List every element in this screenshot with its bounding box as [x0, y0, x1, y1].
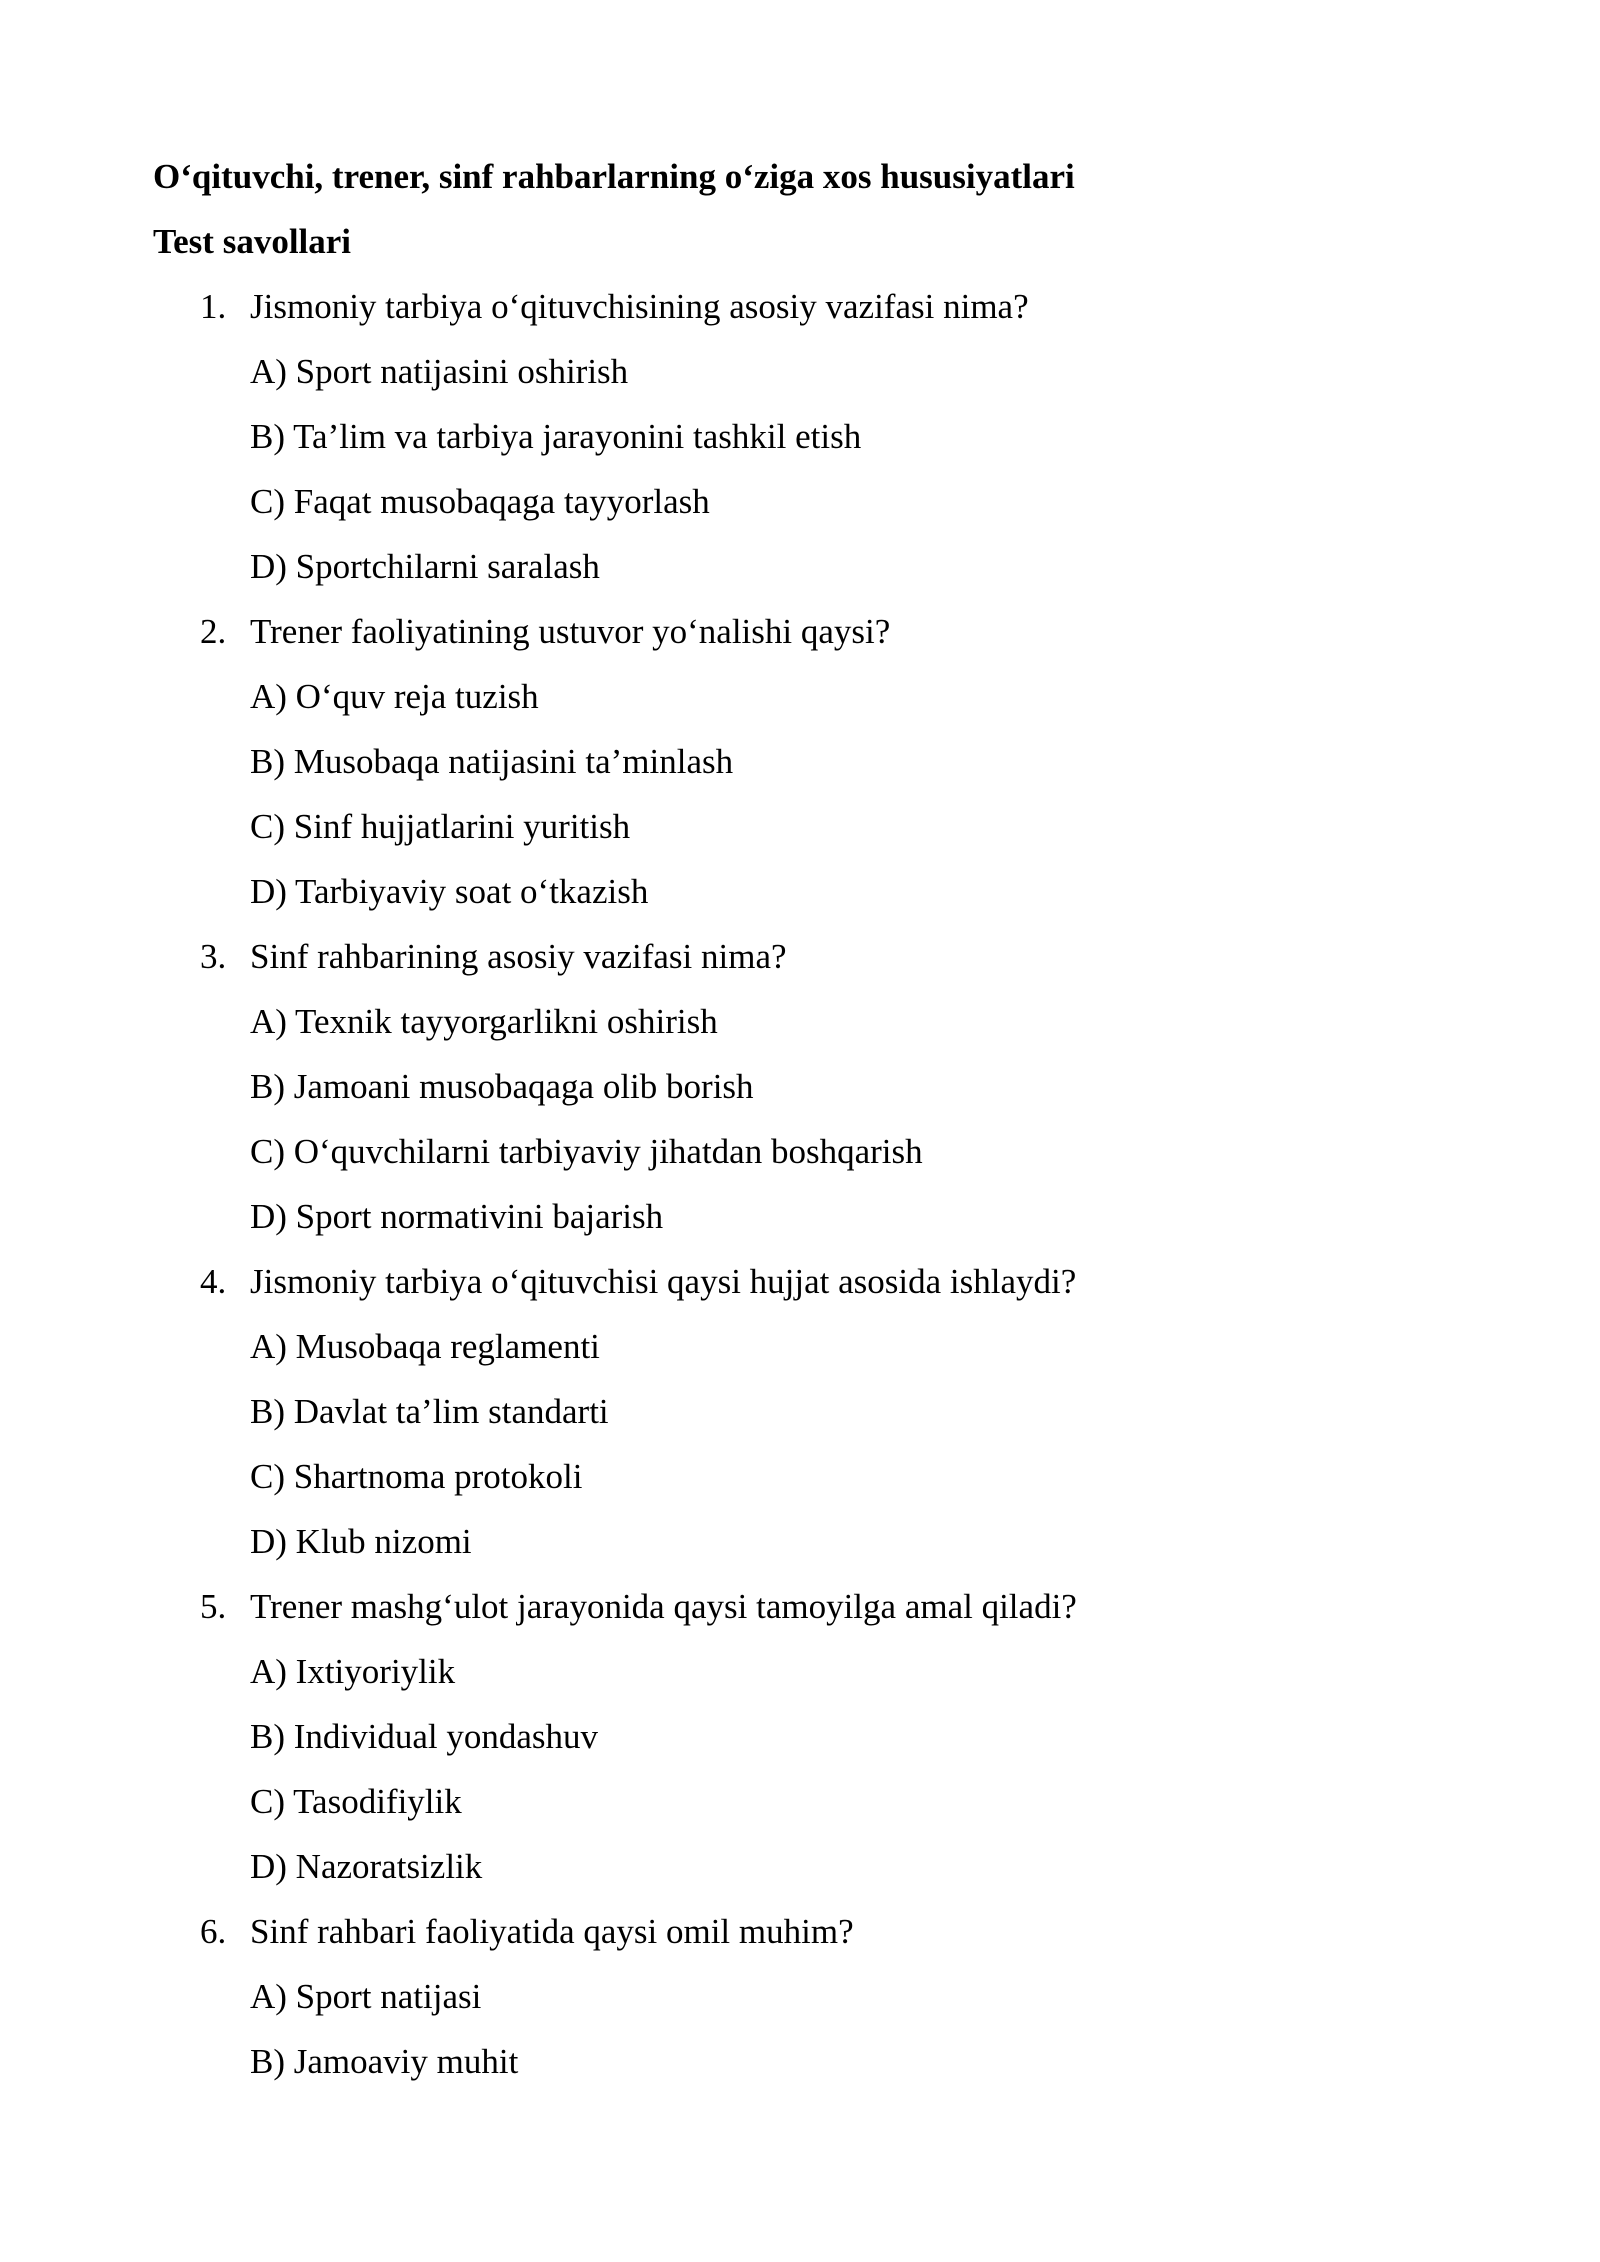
- answer-option-a: [0, 1977, 1600, 2042]
- question-number: 1.: [200, 287, 227, 326]
- question-row: [0, 1262, 1600, 1327]
- question-4: [0, 1262, 1600, 1587]
- answer-option-b: [0, 417, 1600, 482]
- answer-option-d: [0, 872, 1600, 937]
- answer-option-c: [0, 1132, 1600, 1197]
- question-text: Sinf rahbari faoliyatida qaysi omil muhim?: [250, 1912, 854, 1951]
- option-text: B) Jamoaviy muhit: [250, 2042, 519, 2081]
- answer-option-c: [0, 807, 1600, 872]
- option-text: C) Tasodifiylik: [250, 1782, 462, 1821]
- option-text: C) Faqat musobaqaga tayyorlash: [250, 482, 710, 521]
- answer-option-d: [0, 1197, 1600, 1262]
- answer-option-a: [0, 352, 1600, 417]
- question-number: 2.: [200, 612, 227, 651]
- answer-option-b: [0, 1067, 1600, 1132]
- question-text: Jismoniy tarbiya o‘qituvchisi qaysi hujjat asosida ishlaydi?: [250, 1262, 1077, 1301]
- question-text: Jismoniy tarbiya o‘qituvchisining asosiy vazifasi nima?: [250, 287, 1029, 326]
- option-text: B) Davlat ta’lim standarti: [250, 1392, 609, 1431]
- option-text: C) Shartnoma protokoli: [250, 1457, 583, 1496]
- option-text: B) Ta’lim va tarbiya jarayonini tashkil etish: [250, 417, 862, 456]
- page-title: O‘qituvchi, trener, sinf rahbarlarning o‘ziga xos hususiyatlari: [153, 157, 1075, 196]
- answer-option-a: [0, 1652, 1600, 1717]
- option-text: A) O‘quv reja tuzish: [250, 677, 539, 716]
- option-text: A) Sport natijasini oshirish: [250, 352, 629, 391]
- option-text: A) Musobaqa reglamenti: [250, 1327, 600, 1366]
- option-text: A) Ixtiyoriylik: [250, 1652, 456, 1691]
- question-number: 4.: [200, 1262, 227, 1301]
- question-text: Sinf rahbarining asosiy vazifasi nima?: [250, 937, 787, 976]
- question-6: [0, 1912, 1600, 2107]
- option-text: A) Sport natijasi: [250, 1977, 482, 2016]
- question-2: [0, 612, 1600, 937]
- question-3: [0, 937, 1600, 1262]
- answer-option-a: [0, 1327, 1600, 1392]
- answer-option-b: [0, 2042, 1600, 2107]
- question-row: [0, 1912, 1600, 1977]
- option-text: D) Klub nizomi: [250, 1522, 472, 1561]
- question-text: Trener mashg‘ulot jarayonida qaysi tamoyilga amal qiladi?: [250, 1587, 1077, 1626]
- answer-option-d: [0, 547, 1600, 612]
- question-5: [0, 1587, 1600, 1912]
- answer-option-b: [0, 1392, 1600, 1457]
- option-text: B) Individual yondashuv: [250, 1717, 599, 1756]
- page-subtitle: Test savollari: [153, 222, 352, 261]
- option-text: A) Texnik tayyorgarlikni oshirish: [250, 1002, 718, 1041]
- answer-option-b: [0, 742, 1600, 807]
- question-list: [0, 287, 1600, 2107]
- option-text: D) Sportchilarni saralash: [250, 547, 600, 586]
- option-text: D) Sport normativini bajarish: [250, 1197, 664, 1236]
- answer-option-d: [0, 1522, 1600, 1587]
- option-text: C) O‘quvchilarni tarbiyaviy jihatdan boshqarish: [250, 1132, 923, 1171]
- question-1: [0, 287, 1600, 612]
- option-text: B) Jamoani musobaqaga olib borish: [250, 1067, 754, 1106]
- answer-option-a: [0, 1002, 1600, 1067]
- question-number: 3.: [200, 937, 227, 976]
- answer-option-a: [0, 677, 1600, 742]
- option-text: B) Musobaqa natijasini ta’minlash: [250, 742, 734, 781]
- option-text: D) Tarbiyaviy soat o‘tkazish: [250, 872, 649, 911]
- answer-option-d: [0, 1847, 1600, 1912]
- question-text: Trener faoliyatining ustuvor yo‘nalishi qaysi?: [250, 612, 891, 651]
- answer-option-c: [0, 1782, 1600, 1847]
- question-row: [0, 937, 1600, 1002]
- option-text: D) Nazoratsizlik: [250, 1847, 483, 1886]
- option-text: C) Sinf hujjatlarini yuritish: [250, 807, 631, 846]
- question-row: [0, 612, 1600, 677]
- question-row: [0, 1587, 1600, 1652]
- answer-option-c: [0, 1457, 1600, 1522]
- question-row: [0, 287, 1600, 352]
- question-number: 5.: [200, 1587, 227, 1626]
- question-number: 6.: [200, 1912, 227, 1951]
- answer-option-b: [0, 1717, 1600, 1782]
- answer-option-c: [0, 482, 1600, 547]
